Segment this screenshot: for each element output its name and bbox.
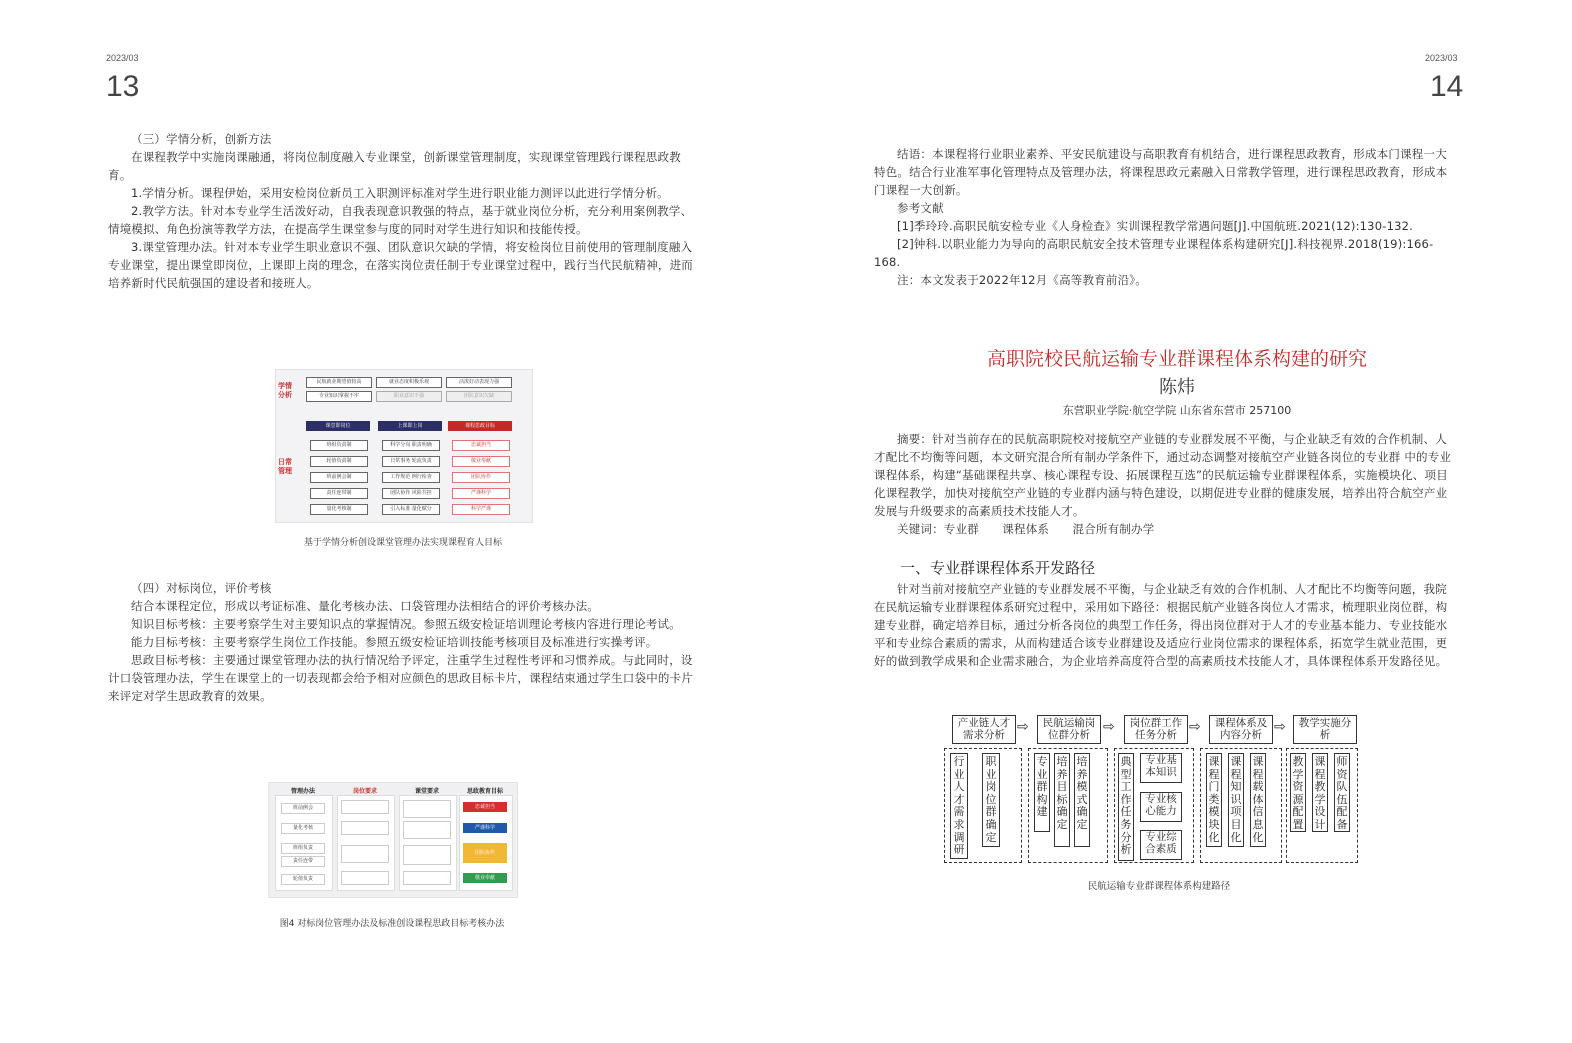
figure1-cell: 团队协作 xyxy=(452,472,510,483)
figure2-item: 班前例会 xyxy=(281,803,325,814)
figure1-cell: 班组负责制 xyxy=(310,440,368,451)
flow-item: 师资队伍配备 xyxy=(1334,753,1350,832)
right-page xyxy=(786,0,1572,1043)
figure2-placeholder xyxy=(403,821,451,839)
figure1-top-cell: 职业意识不强 xyxy=(376,391,442,402)
flow-item: 典型工作任务分析 xyxy=(1118,753,1134,861)
abstract-block xyxy=(874,430,1454,538)
figure1-cell: 科学分岗 职责明确 xyxy=(382,440,440,451)
section4-heading: （四）对标岗位，评价考核 xyxy=(131,581,272,595)
figure2-placeholder xyxy=(341,800,389,814)
arrow-right-icon: ⇨ xyxy=(1189,719,1201,735)
figure1-top-cell: 专业知识掌握不牢 xyxy=(306,391,372,402)
figure2-item: 轮值负责 xyxy=(281,874,325,885)
section3-p4: 3.课堂管理办法。针对本专业学生职业意识不强、团队意识欠缺的学情，将安检岗位目前使用的管理制度融入专业课堂，提出课堂即岗位，上课即上岗的理念，在落实岗位责任制于专业课堂过程中，践行当代民航精神，进而培养新时代民航强国的建设者和接班人。 xyxy=(108,240,693,290)
flow-item: 专业核心能力 xyxy=(1140,792,1182,822)
flow-item: 课程教学设计 xyxy=(1312,753,1328,832)
flow-item: 培养模式确定 xyxy=(1074,753,1090,847)
figure1-cell: 量化考核制 xyxy=(310,504,368,515)
section4 xyxy=(108,579,700,705)
references-heading: 参考文献 xyxy=(897,201,944,215)
figure2-placeholder xyxy=(403,871,451,885)
figure1-header: 课程思政目标 xyxy=(448,421,512,431)
section3-p1: 在课程教学中实施岗课融通，将岗位制度融入专业课堂，创新课堂管理制度，实现课堂管理践行课程思政教育。 xyxy=(108,150,681,182)
right-date: 2023/03 xyxy=(1425,53,1458,63)
figure2-placeholder xyxy=(341,871,389,885)
section4-p3: 能力目标考核：主要考察学生岗位工作技能。参照五级安检证培训技能考核项目及标准进行实操考评。 xyxy=(131,635,658,649)
figure1-cell: 班前例会制 xyxy=(310,472,368,483)
figure1-cell: 敬业奉献 xyxy=(452,456,510,467)
arrow-right-icon: ⇨ xyxy=(1103,719,1115,735)
arrow-right-icon: ⇨ xyxy=(1017,719,1029,735)
section1-heading: 一、专业群课程体系开发路径 xyxy=(900,559,1096,577)
figure1-cell: 引入标准 量化赋分 xyxy=(382,504,440,515)
figure1-header: 课堂即岗位 xyxy=(306,421,370,431)
arrow-right-icon: ⇨ xyxy=(1274,719,1286,735)
article-title: 高职院校民航运输专业群课程体系构建的研究 xyxy=(986,348,1367,370)
flowchart xyxy=(952,712,1376,868)
figure2-chip: 忠诚担当 xyxy=(463,802,507,812)
reference-2: [2]钟科.以职业能力为导向的高职民航安全技术管理专业课程体系构建研究[J].科技视界.2018(19):166-168. xyxy=(874,237,1434,269)
section1-text: 针对当前对接航空产业链的专业群发展不平衡，与企业缺乏有效的合作机制、人才配比不均衡等问题，我院在民航运输专业群课程体系研究过程中，采用如下路径：根据民航产业链各岗位人才需求，梳理职业岗位群，构建专业群，确定培养目标，通过分析各岗位的典型工作任务，得出岗位群对于人才的专业基本能力、专业技能水平和专业综合素质的需求，从而构建适合该专业群建设及适应行业岗位需求的课程体系，拓宽学生就业范围，更好的做到教学成果和企业需求融合，为企业培养高度符合型的高素质技术技能人才，具体课程体系开发路径见。 xyxy=(874,582,1448,668)
figure1-cell: 团队协作 风险共担 xyxy=(382,488,440,499)
left-page-number: 13 xyxy=(106,70,140,103)
article-affiliation: 东营职业学院·航空学院 山东省东营市 257100 xyxy=(1062,404,1292,417)
section4-p2: 知识目标考核：主要考察学生对主要知识点的掌握情况。参照五级安检证培训理论考核内容进行理论考试。 xyxy=(131,617,681,631)
figure2-placeholder xyxy=(341,821,389,835)
figure1-side-top: 学情 分析 xyxy=(278,382,292,399)
figure1 xyxy=(275,369,533,523)
flow-item: 培养目标确定 xyxy=(1054,753,1070,847)
figure1-top-cell: 活泼好动表现力强 xyxy=(446,377,512,388)
figure1-cell: 忠诚担当 xyxy=(452,440,510,451)
flow-step-title: 民航运输岗 位群分析 xyxy=(1037,715,1101,744)
flow-item: 教学资源配置 xyxy=(1290,753,1306,832)
figure2-item: 班组负责 xyxy=(281,843,325,854)
section1-block xyxy=(874,580,1454,670)
flow-item: 专业基本知识 xyxy=(1140,753,1182,783)
flow-item: 课程载体信息化 xyxy=(1250,753,1266,847)
flow-item: 专业综合素质 xyxy=(1140,830,1182,860)
flow-item: 专业群构建 xyxy=(1034,753,1050,832)
publication-note: 注：本文发表于2022年12月《高等教育前沿》。 xyxy=(897,273,1147,287)
flow-step-title: 产业链人才 需求分析 xyxy=(952,715,1016,744)
figure1-top-cell: 就业态度积极乐观 xyxy=(376,377,442,388)
figure1-cell: 严谨科学 xyxy=(452,488,510,499)
right-page-number: 14 xyxy=(1430,70,1464,103)
left-date: 2023/03 xyxy=(106,53,139,63)
section3 xyxy=(108,130,700,292)
figure1-top-cell: 团队意识欠缺 xyxy=(446,391,512,402)
flow-step-title: 教学实施分 析 xyxy=(1293,715,1357,744)
flow-item: 职业岗位群确定 xyxy=(982,753,1000,847)
figure1-header: 上课即上岗 xyxy=(378,421,442,431)
figure2-chip: 严谨科学 xyxy=(463,823,507,833)
figure2 xyxy=(268,782,518,898)
flow-item: 行业人才需求调研 xyxy=(950,753,968,859)
figure2-header: 管理办法 xyxy=(290,788,315,795)
article-author: 陈炜 xyxy=(1159,377,1195,398)
section4-p4: 思政目标考核：主要通过课堂管理办法的执行情况给予评定，注重学生过程性考评和习惯养成。与此同时，设计口袋管理办法，学生在课堂上的一切表现都会给予相对应颜色的思政目标卡片，课程结束通过学生口袋中的卡片来评定对学生思政教育的效果。 xyxy=(108,653,693,703)
conclusion-block xyxy=(874,145,1458,289)
figure1-cell: 轮值负责制 xyxy=(310,456,368,467)
keywords: 关键词：专业群 课程体系 混合所有制办学 xyxy=(897,522,1155,536)
abstract: 摘要：针对当前存在的民航高职院校对接航空产业链的专业群发展不平衡，与企业缺乏有效的合作机制、人才配比不均衡等问题，本文研究混合所有制办学条件下，通过动态调整对接航空产业链各岗位的专业群 中的专业课程体系，构建“基础课程共享、核心课程专设、拓展课程互选”的民航运输专业群课程体系，实施模块化、项目化课程教学，加快对接航空产业链的专业群内涵与特色建设，以期促进专业群的健康发展，培养出符合航空产业发展与升级要求的高素质技术技能人才。 xyxy=(874,432,1452,518)
flow-step-title: 岗位群工作 任务分析 xyxy=(1124,715,1188,744)
flow-item: 课程门类模块化 xyxy=(1206,753,1222,847)
figure2-header: 岗位要求 xyxy=(352,788,377,795)
figure1-side-bottom: 日常 管理 xyxy=(278,458,292,475)
figure1-caption: 基于学情分析创设课堂管理办法实现课程育人目标 xyxy=(303,538,502,548)
figure2-item: 量化考核 xyxy=(281,823,325,834)
figure1-cell: 责任连带制 xyxy=(310,488,368,499)
figure2-item: 责任连带 xyxy=(281,856,325,867)
figure2-header: 课堂要求 xyxy=(414,788,439,795)
flow-step-title: 课程体系及 内容分析 xyxy=(1209,715,1273,744)
figure2-chip: 敬业奉献 xyxy=(463,873,507,883)
flowchart-caption: 民航运输专业群课程体系构建路径 xyxy=(1087,881,1231,892)
reference-1: [1]季玲玲.高职民航安检专业《人身检查》实训课程教学常遇问题[J].中国航班.2021(12):130-132. xyxy=(897,219,1413,233)
section3-heading: （三）学情分析，创新方法 xyxy=(131,132,272,146)
figure1-top-cell: 民航就业期望值较高 xyxy=(306,377,372,388)
figure2-placeholder xyxy=(341,845,389,863)
conclusion: 结语：本课程将行业职业素养、平安民航建设与高职教育有机结合，进行课程思政教育，形成本门课程一大特色。结合行业准军事化管理特点及管理办法，将课程思政元素融入日常教学管理，进行课程思政教育，形成本门课程一大创新。 xyxy=(874,147,1448,197)
section3-p2: 1.学情分析。课程伊始，采用安检岗位新员工入职测评标准对学生进行职业能力测评以此进行学情分析。 xyxy=(131,186,669,200)
figure1-cell: 科学严谨 xyxy=(452,504,510,515)
flow-item: 课程知识项目化 xyxy=(1228,753,1244,847)
figure1-cell: 日常事务 轮流负责 xyxy=(382,456,440,467)
figure2-placeholder xyxy=(403,800,451,818)
figure1-cell: 工作规范 例行检查 xyxy=(382,472,440,483)
figure2-header: 思政教育目标 xyxy=(466,788,503,795)
figure2-chip: 团队协作 xyxy=(463,843,507,863)
section3-p3: 2.教学方法。针对本专业学生活泼好动，自我表现意识教强的特点，基于就业岗位分析，充分利用案例教学、情境模拟、角色扮演等教学方法，在提高学生课堂参与度的同时对学生进行知识和技能传授。 xyxy=(108,204,693,236)
figure2-caption: 图4 对标岗位管理办法及标准创设课程思政目标考核办法 xyxy=(279,919,505,929)
figure2-placeholder xyxy=(403,845,451,865)
section4-p1: 结合本课程定位，形成以考证标准、量化考核办法、口袋管理办法相结合的评价考核办法。 xyxy=(131,599,599,613)
